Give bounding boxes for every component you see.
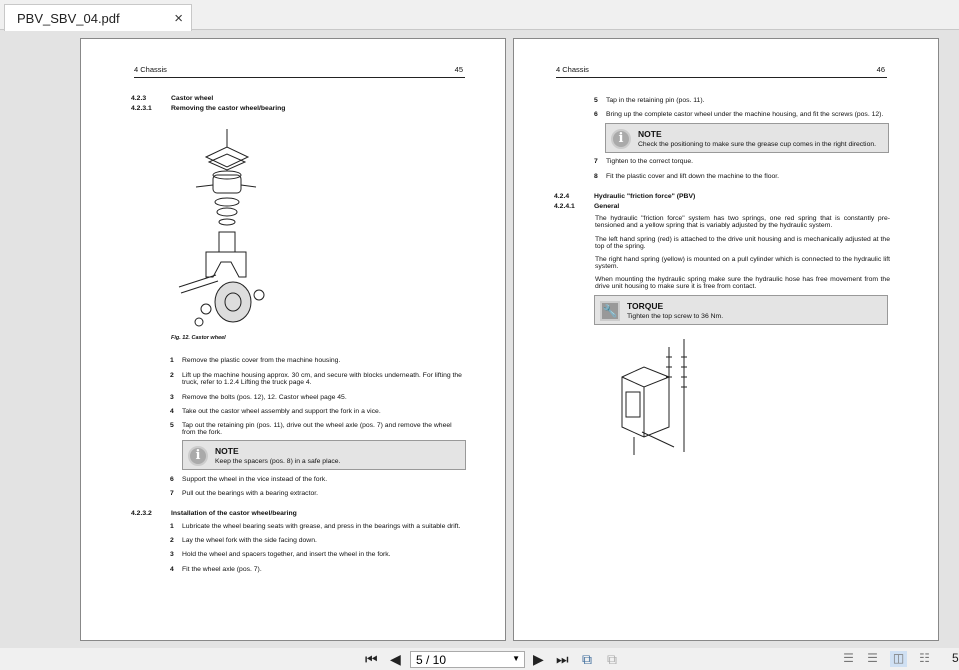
figure-caption: Fig. 12. Castor wheel (171, 335, 226, 341)
two-page-continuous-view-icon[interactable]: ☷ (919, 651, 930, 665)
list-item (171, 490, 466, 497)
page-number: 46 (876, 65, 885, 74)
info-icon: i (611, 129, 631, 149)
note-box (605, 123, 889, 153)
text: Lift up the machine housing approx. 30 cm, and secure with blocks underneath. For lifting the truck, refer to 1.2.4 Lifting the truck page 4. (182, 372, 462, 386)
note-box (182, 440, 466, 470)
text: 1 (170, 523, 174, 530)
pdf-page-46 (513, 38, 939, 641)
text: Remove the bolts (pos. 12), 12. Castor wheel page 45. (182, 394, 347, 401)
paragraph: The left hand spring (red) is attached to the drive unit housing and is mechanically adjusted at the top of the spring. (595, 236, 890, 250)
info-icon: i (188, 446, 208, 466)
text: General (594, 203, 620, 210)
text: 6 (594, 111, 598, 118)
text: Tap out the retaining pin (pos. 11), drive out the wheel axle (pos. 7) and remove the wheel from the fork. (182, 422, 452, 436)
list-item (171, 537, 466, 544)
text: Support the wheel in the vice instead of the fork. (182, 476, 328, 483)
text: Lay the wheel fork with the side facing down. (182, 537, 317, 544)
text: Pull out the bearings with a bearing extractor. (182, 490, 319, 497)
text: Fit the wheel axle (pos. 7). (182, 566, 262, 573)
list-item (171, 523, 466, 530)
list-item (595, 111, 890, 118)
text: Tap in the retaining pin (pos. 11). (606, 97, 705, 104)
text: 4.2.3.1 (131, 105, 152, 112)
text: 4.2.4 (554, 193, 570, 200)
wrench-icon: 🔧 (600, 301, 620, 321)
text: Tighten the top screw to 36 Nm. (627, 313, 724, 320)
text: 2 (170, 372, 174, 379)
friction-spring-drawing (614, 337, 704, 457)
text: Take out the castor wheel assembly and support the fork in a vice. (182, 408, 381, 415)
go-back-view-icon[interactable]: ⧉ (582, 651, 592, 667)
go-forward-view-icon[interactable]: ⧉ (607, 651, 617, 667)
text: TORQUE (627, 301, 664, 311)
text: 5 (170, 422, 174, 429)
text: Remove the plastic cover from the machine housing. (182, 357, 341, 364)
list-item (171, 408, 466, 415)
section-heading (131, 510, 297, 517)
list-item (595, 97, 890, 104)
paragraph: The right hand spring (yellow) is mounted on a pull cylinder which is connected to the hydraulic lift system. (595, 256, 890, 270)
text: 4.2.4.1 (554, 203, 575, 210)
previous-page-icon[interactable]: ◀ (390, 651, 401, 667)
text: 5 (594, 97, 598, 104)
text: Hold the wheel and spacers together, and insert the wheel in the fork. (182, 551, 391, 558)
text: 2 (170, 537, 174, 544)
section-heading (131, 95, 214, 102)
text: Lubricate the wheel bearing seats with grease, and press in the bearings with a suitable drift. (182, 523, 461, 530)
text: 1 (170, 357, 174, 364)
chapter-title: 4 Chassis (556, 65, 589, 74)
text: Check the positioning to make sure the grease cup comes in the right direction. (638, 141, 877, 148)
page-header (556, 65, 887, 78)
castor-wheel-drawing (171, 127, 281, 332)
close-tab-icon[interactable]: × (174, 10, 183, 27)
section-heading (554, 203, 620, 210)
zoom-value[interactable]: 5 (952, 651, 959, 665)
paragraph: The hydraulic "friction force" system has two springs, one red spring that is constantly pre-tensioned and a yellow spring that is variably adjusted by the hydraulic system. (595, 215, 890, 229)
page-number-select[interactable] (410, 651, 525, 668)
text: Bring up the complete castor wheel under the machine housing, and fit the screws (pos. 12). (606, 111, 884, 118)
chapter-title: 4 Chassis (134, 65, 167, 74)
text: 4 (170, 408, 174, 415)
text: Installation of the castor wheel/bearing (171, 510, 297, 517)
single-page-view-icon[interactable]: ☰ (843, 651, 854, 665)
page-value: 5 / 10 (416, 653, 447, 667)
text: 3 (170, 394, 174, 401)
navigation-toolbar (0, 648, 959, 670)
text: NOTE (215, 446, 239, 456)
page-header (134, 65, 465, 78)
torque-box (594, 295, 888, 325)
list-item (171, 566, 466, 573)
text: Keep the spacers (pos. 8) in a safe place. (215, 458, 341, 465)
list-item (171, 422, 466, 436)
list-item (595, 173, 890, 180)
text: 7 (170, 490, 174, 497)
text: 4 (170, 566, 174, 573)
text: Tighten to the correct torque. (606, 158, 694, 165)
chevron-down-icon: ▼ (512, 654, 520, 663)
text: 6 (170, 476, 174, 483)
text: 7 (594, 158, 598, 165)
section-heading (554, 193, 696, 200)
list-item (171, 372, 466, 386)
text: Castor wheel (171, 95, 214, 102)
text: Removing the castor wheel/bearing (171, 105, 286, 112)
tab-bar (0, 0, 959, 30)
text: Hydraulic "friction force" (PBV) (594, 193, 696, 200)
pdf-page-45 (80, 38, 506, 641)
text: 4.2.3 (131, 95, 147, 102)
tab-title: PBV_SBV_04.pdf (17, 11, 120, 26)
text: 8 (594, 173, 598, 180)
page-number: 45 (454, 65, 463, 74)
text: 4.2.3.2 (131, 510, 152, 517)
next-page-icon[interactable]: ▶ (533, 651, 544, 667)
document-tab[interactable] (4, 4, 192, 31)
two-page-view-icon[interactable]: ◫ (890, 651, 907, 667)
list-item (171, 476, 466, 483)
text: 3 (170, 551, 174, 558)
list-item (171, 357, 466, 364)
list-item (171, 394, 466, 401)
section-heading (131, 105, 286, 112)
text: NOTE (638, 129, 662, 139)
continuous-view-icon[interactable]: ☰ (867, 651, 878, 665)
paragraph: When mounting the hydraulic spring make sure the hydraulic hose has free movement from the drive unit housing to make sure it is free from contact. (595, 276, 890, 290)
list-item (595, 158, 890, 165)
first-page-icon[interactable]: ⏮ (365, 651, 378, 667)
text: Fit the plastic cover and lift down the machine to the floor. (606, 173, 780, 180)
list-item (171, 551, 466, 558)
last-page-icon[interactable]: ⏭ (556, 651, 569, 667)
